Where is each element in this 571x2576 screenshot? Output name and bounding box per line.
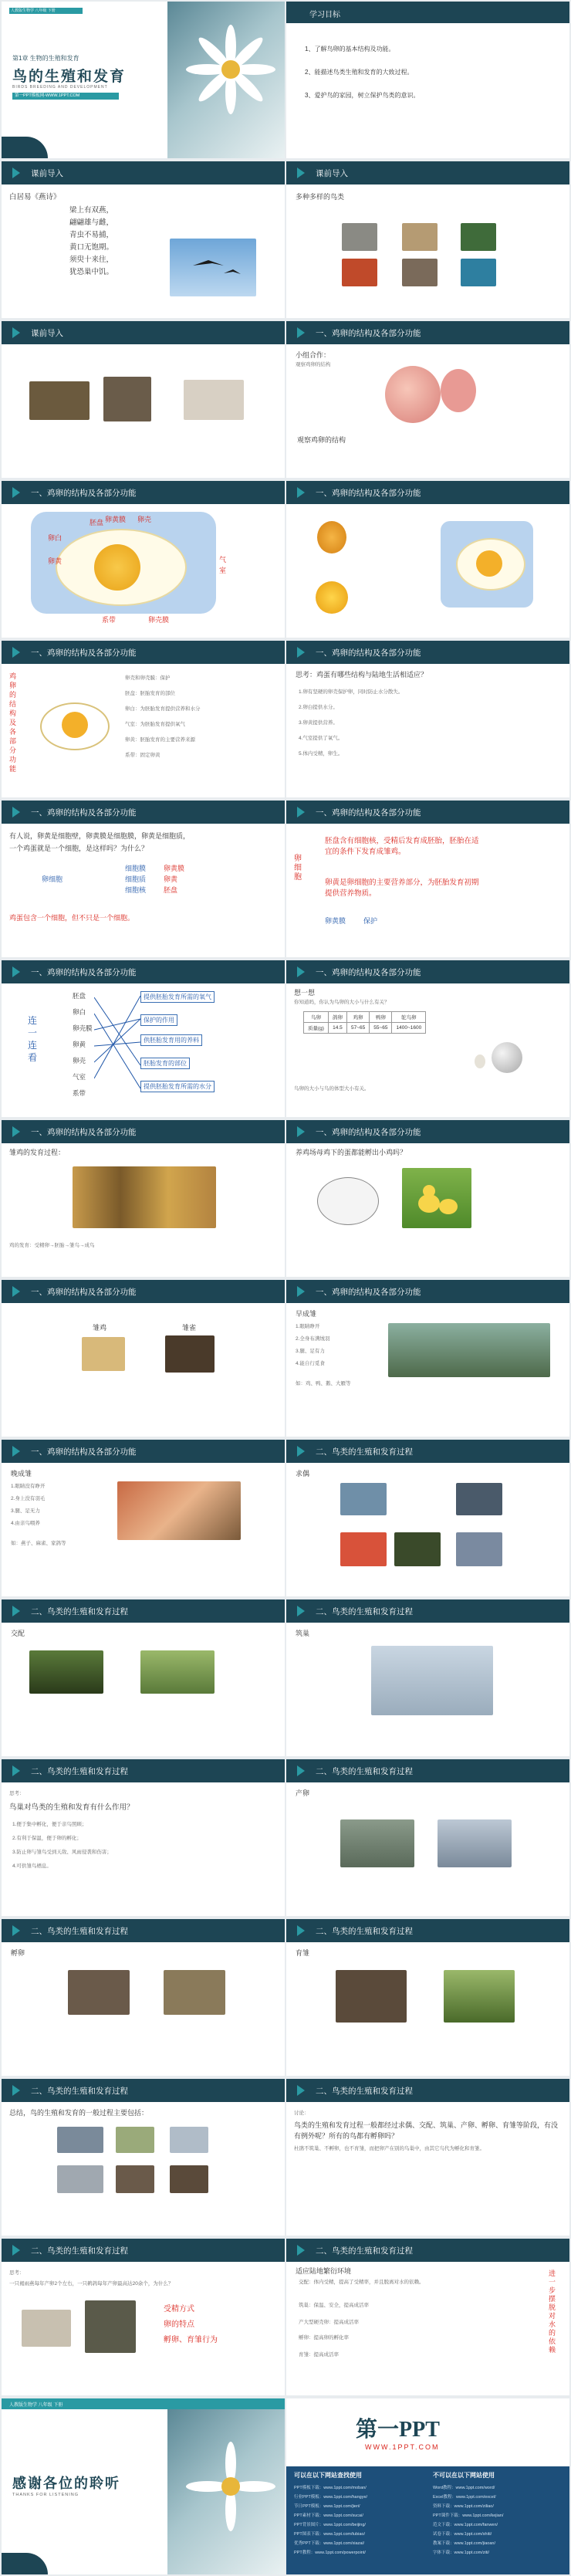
- slide-egg-size[interactable]: [286, 960, 569, 1117]
- tag: 孵卵、育雏行为: [164, 2336, 218, 2344]
- side-label: 连一连看: [28, 1015, 38, 1063]
- answer: 2.卵白提供水分。: [299, 705, 338, 710]
- slide-header: [2, 2239, 285, 2262]
- side-label: 卵细胞: [294, 855, 302, 882]
- answer: 3.防止卵与雏鸟受到天敌、风雨侵袭和伤害；: [12, 1850, 112, 1855]
- slide-title: 一、鸡卵的结构及各部分功能: [316, 329, 421, 338]
- photo: [116, 2165, 154, 2193]
- right-item[interactable]: 供胚胎发育用的养料: [140, 1034, 202, 1046]
- item: 2.全身布满绒羽: [296, 1336, 330, 1342]
- slide-precocial[interactable]: [286, 1280, 569, 1437]
- ducks-photo: [29, 1650, 103, 1694]
- answer: 鸡蛋包含一个细胞，但不只是一个细胞。: [9, 914, 135, 922]
- chick-photo: [82, 1337, 125, 1371]
- slide-egg-functions[interactable]: [2, 641, 285, 797]
- label: 雏鸡: [93, 1324, 107, 1332]
- slide-egg-cell[interactable]: [2, 801, 285, 957]
- left-item[interactable]: 气室: [73, 1073, 86, 1081]
- ad-col2: [433, 2483, 503, 2557]
- slide-rearing[interactable]: [286, 1919, 569, 2076]
- slide-altricial[interactable]: [2, 1440, 285, 1596]
- poem-line: 犹恐巢中饥。: [69, 268, 114, 276]
- egg-illustration: [441, 369, 476, 412]
- slide-goals[interactable]: [286, 2, 569, 158]
- section-label: 讨论：: [294, 2111, 309, 2116]
- cover-title: 鸟的生殖和发育: [12, 69, 127, 85]
- weaver-nests-photo: [371, 1646, 493, 1715]
- slide-embryo[interactable]: [286, 801, 569, 957]
- ad-link[interactable]: PPT背景图片：www.1ppt.com/beijing/: [294, 2523, 366, 2527]
- note: 气室：为胚胎发育提供氧气: [125, 722, 185, 727]
- slide-title: 课前导入: [31, 329, 63, 338]
- slide-title: 课前导入: [31, 169, 63, 178]
- section-label: 多种多样的鸟类: [296, 193, 345, 201]
- slide-chick-dev[interactable]: [2, 1120, 285, 1277]
- poem-line: 黄口无饱期。: [69, 243, 114, 252]
- slide-title: 二、鸟类的生殖和发育过程: [31, 1767, 128, 1776]
- slide-header: [2, 1280, 285, 1303]
- chick-icon: [402, 1168, 471, 1228]
- left-item[interactable]: 卵壳膜: [73, 1024, 93, 1032]
- answer: 1.卵有坚硬的卵壳保护卵，同时防止水分散失。: [299, 689, 404, 695]
- bird-photo: [85, 2300, 136, 2353]
- sub-label: 保护: [363, 917, 378, 925]
- goal-1: 1、了解鸟卵的基本结构及功能。: [305, 46, 395, 52]
- egg-yolk: [94, 544, 140, 591]
- note: 卵黄：胚胎发育的主要营养来源: [125, 737, 195, 743]
- heading: 适应陆地繁衍环境: [296, 2267, 352, 2275]
- slide-header: [2, 960, 285, 983]
- slide-header: [286, 481, 569, 504]
- slide-summary[interactable]: [2, 2079, 285, 2236]
- note: 胚盘：胚胎发育的部位: [125, 691, 175, 696]
- left-item[interactable]: 胚盘: [73, 992, 86, 1000]
- slide-header: [2, 1919, 285, 1942]
- question: 你知道吗，你认为鸟卵的大小与什么有关？: [294, 1000, 390, 1005]
- label-shell: 卵壳: [137, 516, 152, 523]
- note: 卵壳和卵壳膜：保护: [125, 675, 171, 681]
- slide-header: [2, 1440, 285, 1463]
- eggs-nest-photo: [103, 377, 151, 421]
- text: 有人说，卵黄是细胞壁，卵黄膜是细胞膜，卵黄是细胞质，: [9, 832, 191, 840]
- ad-link[interactable]: 试卷下载：www.1ppt.com/shiti/: [433, 2532, 492, 2537]
- slide-egg-observe[interactable]: [286, 321, 569, 478]
- feeding-chicks-photo: [336, 1970, 407, 2023]
- section-label: 筑巢: [296, 1630, 310, 1637]
- slide-intro-birds[interactable]: [286, 161, 569, 318]
- slide-header: [286, 161, 569, 184]
- slide-header: [2, 161, 285, 184]
- item: 育雏：提高成活率: [299, 2352, 339, 2358]
- label: 雏雀: [182, 1324, 197, 1332]
- text: 一个鸡蛋就是一个细胞，是这样吗？为什么？: [9, 845, 149, 852]
- caption: 鸡的发育：受精卵→胚胎→雏鸟→成鸟: [9, 1243, 95, 1248]
- part: 细胞膜: [125, 865, 147, 872]
- yolk-photo: [316, 581, 348, 614]
- example: 如：鸡、鸭、鹅、大雁等: [296, 1381, 351, 1386]
- item: 孵卵：提高卵的孵化率: [299, 2335, 349, 2341]
- slide-nest-role[interactable]: [2, 1759, 285, 1916]
- item: 4.能自行觅食: [296, 1361, 325, 1366]
- cover-sub-bar: 第一PPT模板网-WWW.1PPT.COM: [12, 93, 119, 100]
- goal-2: 2、能描述鸟类生殖和发育的大致过程。: [305, 69, 414, 76]
- ad-link[interactable]: PPT课件下载：www.1ppt.com/kejian/: [433, 2513, 504, 2518]
- slide-title: 一、鸡卵的结构及各部分功能: [31, 489, 137, 498]
- parrot-photo: [461, 223, 496, 251]
- slide-title: 一、鸡卵的结构及各部分功能: [31, 1447, 137, 1457]
- part: 细胞质: [125, 875, 147, 883]
- cell-label: 卵细胞: [42, 875, 63, 883]
- slide-nest-building[interactable]: [286, 1599, 569, 1756]
- egg-yolk: [62, 712, 88, 738]
- slide-incubation[interactable]: [2, 1919, 285, 2076]
- label-albumen: 卵白: [48, 534, 63, 542]
- photo: [170, 2165, 208, 2193]
- egg-table: 鸟卵 鸽卵 鸡卵 鸭卵 鸵鸟卵 质量(g) 14.5 57~65 55~65 1400~1600: [303, 1011, 426, 1034]
- line-2: 卵黄是卵细胞的主要营养部分，为胚胎发育初期提供营养物质。: [325, 878, 479, 899]
- bird-photo: [444, 1970, 515, 2023]
- label-yolk-membrane: 卵黄膜: [105, 516, 127, 523]
- section-label: 育雏: [296, 1949, 310, 1957]
- eagle-photo: [342, 223, 377, 251]
- slide-header: [2, 801, 285, 824]
- small-text: 观察鸡卵的结构: [296, 362, 331, 367]
- ad-h2: 不可以在以下网站使用: [433, 2472, 495, 2479]
- ad-link[interactable]: 字体下载：www.1ppt.com/ziti/: [433, 2551, 490, 2555]
- daisy-icon: [167, 2409, 285, 2574]
- slide-think[interactable]: [2, 2239, 285, 2395]
- flamingo-photo: [340, 1532, 387, 1566]
- section-label: 求偶: [296, 1470, 310, 1478]
- goal-3: 3、爱护鸟的家园，树立保护鸟类的意识。: [305, 92, 420, 99]
- section-label: 小组合作：: [296, 351, 331, 359]
- slide-ad[interactable]: [286, 2398, 569, 2574]
- end-subtitle: THANKS FOR LISTENING: [12, 2493, 79, 2497]
- bird-photo: [402, 259, 438, 286]
- slide-title: 学习目标: [309, 11, 340, 19]
- photo: [116, 2127, 154, 2153]
- section-label: 想一想: [294, 989, 316, 997]
- egg-illustration: [385, 366, 441, 423]
- sub-label: 卵黄膜: [325, 917, 346, 925]
- sparrow-chick-photo: [165, 1335, 215, 1373]
- poem-title: 白居易《燕诗》: [9, 193, 61, 201]
- swans-photo: [340, 1483, 387, 1515]
- slide-title: 二、鸟类的生殖和发育过程: [316, 1447, 413, 1457]
- section-label: 总结，鸟的生殖和发育的一般过程主要包括：: [9, 2109, 149, 2117]
- egg-diagram: [317, 1177, 379, 1225]
- slide-mating[interactable]: [2, 1599, 285, 1756]
- ad-link[interactable]: 节日PPT模板：www.1ppt.com/jieri/: [294, 2504, 360, 2509]
- slide-title: 一、鸡卵的结构及各部分功能: [316, 1288, 421, 1297]
- slide-title: 一、鸡卵的结构及各部分功能: [31, 1128, 137, 1137]
- map: 卵黄膜: [164, 865, 185, 872]
- egg-nest-photo: [184, 380, 244, 420]
- slide-title: 一、鸡卵的结构及各部分功能: [31, 1288, 137, 1297]
- ad-links: [286, 2466, 569, 2574]
- slide-header: [286, 960, 569, 983]
- ad-top: [286, 2398, 569, 2466]
- ad-link[interactable]: PPT图表下载：www.1ppt.com/tubiao/: [294, 2532, 366, 2537]
- birds-photo: [140, 1650, 215, 1694]
- slide-title: 一、鸡卵的结构及各部分功能: [316, 808, 421, 817]
- nest-photo: [29, 381, 90, 420]
- slide-header: [286, 641, 569, 664]
- label-chalaza: 系带: [102, 616, 117, 624]
- slide-header: [286, 1280, 569, 1303]
- nestlings-photo: [117, 1481, 241, 1540]
- item: 4.由亲鸟喂养: [11, 1521, 40, 1526]
- ad-link[interactable]: PPT教程：www.1ppt.com/powerpoint/: [294, 2551, 366, 2555]
- slide-header: [286, 2, 569, 23]
- slide-header: [286, 1120, 569, 1143]
- section-label: 晚成雏: [11, 1470, 32, 1478]
- poem-line: 须臾十来往，: [69, 256, 114, 264]
- slide-intro-nests[interactable]: [2, 321, 285, 478]
- section-label: 思考：: [9, 2270, 25, 2276]
- slide-title: 二、鸟类的生殖和发育过程: [31, 2087, 128, 2096]
- side-label: 进一步摆脱对水的依赖: [549, 2270, 556, 2354]
- ad-link[interactable]: 教案下载：www.1ppt.com/jiaoan/: [433, 2541, 495, 2546]
- photo: [57, 2165, 103, 2193]
- slide-header: [286, 801, 569, 824]
- right-item[interactable]: 保护的作用: [140, 1014, 177, 1026]
- slide-title: 二、鸟类的生殖和发育过程: [316, 1927, 413, 1936]
- right-item[interactable]: 胚胎发育的部位: [140, 1058, 190, 1069]
- hen-egg: [475, 1054, 485, 1068]
- item: 2.身上没有羽毛: [11, 1496, 46, 1501]
- slide-title: 二、鸟类的生殖和发育过程: [31, 1927, 128, 1936]
- slide-header: [286, 1599, 569, 1623]
- peacock-photo: [394, 1532, 441, 1566]
- left-item[interactable]: 卵白: [73, 1008, 86, 1016]
- eggs-photo: [22, 2310, 71, 2347]
- ad-col1: [294, 2483, 367, 2557]
- slide-title: 一、鸡卵的结构及各部分功能: [316, 1128, 421, 1137]
- note: 卵白：为胚胎发育提供营养和水分: [125, 706, 201, 712]
- slide-title: 一、鸡卵的结构及各部分功能: [31, 968, 137, 977]
- ad-url[interactable]: WWW.1PPT.COM: [365, 2443, 440, 2451]
- item: 1.眼睛没有睁开: [11, 1484, 46, 1489]
- question: 鸟巢对鸟类的生殖和发育有什么作用？: [9, 1803, 134, 1812]
- swans-photo: [456, 1483, 502, 1515]
- slide-title: 二、鸟类的生殖和发育过程: [31, 1607, 128, 1616]
- slide-end[interactable]: [2, 2398, 285, 2574]
- end-title: 感谢各位的聆听: [12, 2476, 120, 2491]
- slide-title: 一、鸡卵的结构及各部分功能: [316, 489, 421, 498]
- bird-photo: [342, 259, 377, 286]
- ad-link[interactable]: PPT素材下载：www.1ppt.com/sucai/: [294, 2513, 363, 2518]
- answer: 2.有利于保温，便于卵的孵化；: [12, 1836, 82, 1841]
- note: 杜鹃不筑巢、不孵卵，也不育雏，而把卵产在别的鸟巢中，由其它鸟代为孵化和育雏。: [294, 2146, 485, 2151]
- item: 1.眼睛睁开: [296, 1324, 320, 1329]
- right-item[interactable]: 提供胚胎发育所需的氧气: [140, 991, 215, 1003]
- slide-courtship[interactable]: [286, 1440, 569, 1596]
- bird-laying-photo: [340, 1819, 414, 1867]
- incubating-bird-photo: [68, 1970, 130, 2015]
- slide-title: 一、鸡卵的结构及各部分功能: [31, 648, 137, 658]
- left-list: [73, 988, 93, 1102]
- section-label: 交配: [11, 1630, 25, 1637]
- ducklings-photo: [388, 1323, 550, 1377]
- answer: 4.可供雏鸟栖息。: [12, 1863, 52, 1869]
- cover-flower-photo: [167, 2, 285, 158]
- part: 细胞核: [125, 886, 147, 894]
- daisy-icon: [167, 2, 285, 158]
- left-item[interactable]: 系带: [73, 1089, 86, 1097]
- section-label: 思考：: [9, 1791, 25, 1796]
- note: 系带：固定卵黄: [125, 753, 160, 758]
- end-corner: [2, 2553, 48, 2574]
- slide-header: [2, 1599, 285, 1623]
- cover-badge: 人教版生物学 八年级 下册: [9, 8, 83, 14]
- chick-dev-photo: [73, 1166, 216, 1228]
- kingfisher-photo: [461, 259, 496, 286]
- label-shell-membrane: 卵壳膜: [148, 616, 170, 624]
- slide-title: 二、鸟类的生殖和发育过程: [31, 2246, 128, 2256]
- photo: [170, 2127, 208, 2153]
- bird-icon: [170, 239, 256, 296]
- question: 养鸡场母鸡下的蛋都能孵出小鸡吗？: [296, 1149, 407, 1156]
- match-lines: [94, 991, 140, 1107]
- tag: 卵的特点: [164, 2320, 194, 2329]
- section-label: 雏鸡的发育过程：: [9, 1149, 66, 1156]
- chicks-photo: [402, 1168, 471, 1228]
- caption: 观察鸡卵的结构: [297, 436, 346, 444]
- item: 3.腿、足无力: [11, 1508, 40, 1514]
- end-bar: 人教版生物学 八年级 下册: [2, 2398, 285, 2409]
- label-yolk: 卵黄: [48, 557, 63, 565]
- slide-egg-structure[interactable]: [2, 481, 285, 638]
- ad-link[interactable]: PPT模板下载：www.1ppt.com/moban/: [294, 2486, 367, 2490]
- ostrich-egg: [492, 1042, 522, 1073]
- photo: [57, 2127, 103, 2153]
- answer: 5.体内受精，卵生。: [299, 751, 343, 757]
- item: 产大型硬壳卵：提高成活率: [299, 2320, 359, 2325]
- slide-title: 二、鸟类的生殖和发育过程: [316, 2087, 413, 2096]
- end-flower-photo: [167, 2409, 285, 2574]
- slide-header: [2, 481, 285, 504]
- poem-body: [69, 205, 113, 279]
- slide-title: 二、鸟类的生殖和发育过程: [316, 1767, 413, 1776]
- poem-line: 青虫不易捕，: [69, 231, 114, 239]
- question: 鸟类的生殖和发育过程一般都经过求偶、交配、筑巢、产卵、孵卵、育雏等阶段，有没有例外呢？所有的鸟都有孵卵吗？: [294, 2121, 559, 2140]
- note: 鸟卵的大小与鸟的体型大小有关。: [294, 1086, 370, 1092]
- ad-link[interactable]: 资料下载：www.1ppt.com/ziliao/: [433, 2504, 494, 2509]
- map: 胚盘: [164, 886, 178, 894]
- slide-title: 一、鸡卵的结构及各部分功能: [31, 808, 137, 817]
- answer: 4.气室提供了氧气。: [299, 736, 343, 741]
- left-item[interactable]: 卵壳: [73, 1057, 86, 1065]
- slide-header: [286, 321, 569, 344]
- ad-link[interactable]: Word教程：www.1ppt.com/word/: [433, 2486, 495, 2490]
- egg-photo: [317, 521, 346, 553]
- label-air-cell: 气室: [219, 556, 227, 574]
- ad-link[interactable]: 优秀PPT下载：www.1ppt.com/xiazai/: [294, 2541, 365, 2546]
- swan-eggs-photo: [438, 1819, 512, 1867]
- slide-title: 课前导入: [316, 169, 348, 178]
- slide-chicks[interactable]: [2, 1280, 285, 1437]
- section-label: 产卵: [296, 1789, 310, 1797]
- slide-title: 二、鸟类的生殖和发育过程: [316, 1607, 413, 1616]
- slide-laying[interactable]: [286, 1759, 569, 1916]
- question: 思考：鸡蛋有哪些结构与陆地生活相适应？: [296, 671, 428, 679]
- slide-header: [2, 641, 285, 664]
- item: 筑巢：保温、安全，提高成活率: [299, 2303, 369, 2308]
- slide-header: [286, 2239, 569, 2262]
- slide-header: [286, 1440, 569, 1463]
- example: 如：燕子、麻雀、家鸽等: [11, 1541, 66, 1546]
- slide-adapt[interactable]: [286, 2239, 569, 2395]
- crane-photo: [456, 1532, 502, 1566]
- slide-cover[interactable]: [2, 2, 285, 158]
- slide-header: [2, 321, 285, 344]
- slide-title: 一、鸡卵的结构及各部分功能: [316, 648, 421, 658]
- slide-match[interactable]: [2, 960, 285, 1117]
- answer: 3.卵黄提供营养。: [299, 720, 338, 726]
- ad-link[interactable]: 范文下载：www.1ppt.com/fanwen/: [433, 2523, 498, 2527]
- item: 交配：体内受精，提高了受精率，并且脱离对水的依赖。: [299, 2280, 424, 2285]
- slide-hatch[interactable]: [286, 1120, 569, 1277]
- egg-yolk: [476, 550, 502, 577]
- question: 一只褐雨燕每年产卵2个左右，一只鹌鹑每年产卵最高达20余个，为什么？: [9, 2281, 174, 2287]
- slide-header: [286, 1759, 569, 1782]
- tag: 受精方式: [164, 2305, 194, 2314]
- slide-title: 一、鸡卵的结构及各部分功能: [316, 968, 421, 977]
- section-label: 孵卵: [11, 1949, 25, 1957]
- line-1: 胚盘含有细胞核，受精后发育成胚胎，胚胎在适宜的条件下发育成雏鸡。: [325, 837, 479, 857]
- cover-subtitle: BIRDS BREEDING AND DEVELOPMENT: [12, 85, 108, 90]
- slide-header: [286, 2079, 569, 2102]
- slide-header: [2, 1120, 285, 1143]
- poem-line: 梁上有双燕，: [69, 206, 114, 215]
- slide-intro-poem[interactable]: [2, 161, 285, 318]
- left-item[interactable]: 卵黄: [73, 1041, 86, 1048]
- ad-link[interactable]: 行业PPT模板：www.1ppt.com/hangye/: [294, 2495, 368, 2500]
- swallow-photo: [170, 239, 256, 296]
- map: 卵黄: [164, 875, 178, 883]
- vertical-title: 鸡卵的结构及各部分功能: [9, 672, 17, 773]
- slide-discussion[interactable]: [286, 2079, 569, 2236]
- answer: 1.便于集中孵化，便于亲鸟照顾；: [12, 1822, 87, 1827]
- right-item[interactable]: 提供胚胎发育所需的水分: [140, 1081, 215, 1092]
- label-embryo: 胚盘: [90, 519, 104, 526]
- bird-nest-photo: [164, 1970, 225, 2015]
- slide-header: [2, 2079, 285, 2102]
- slide-egg-adaptation[interactable]: [286, 641, 569, 797]
- owl-photo: [402, 223, 438, 251]
- section-label: 早成雏: [296, 1310, 317, 1318]
- ad-h1: 可以在以下网站查找使用: [294, 2472, 362, 2479]
- ad-link[interactable]: Excel教程：www.1ppt.com/excel/: [433, 2495, 496, 2500]
- slide-header: [286, 1919, 569, 1942]
- cover-chapter: 第1章 生物的生殖和发育: [12, 55, 79, 62]
- item: 3.腿、足有力: [296, 1349, 325, 1354]
- slide-header: [2, 1759, 285, 1782]
- slide-title: 二、鸟类的生殖和发育过程: [316, 2246, 413, 2256]
- poem-line: 翩翩雄与雌，: [69, 218, 114, 227]
- ad-brand: 第一PPT: [356, 2418, 440, 2442]
- slide-egg-photos[interactable]: [286, 481, 569, 638]
